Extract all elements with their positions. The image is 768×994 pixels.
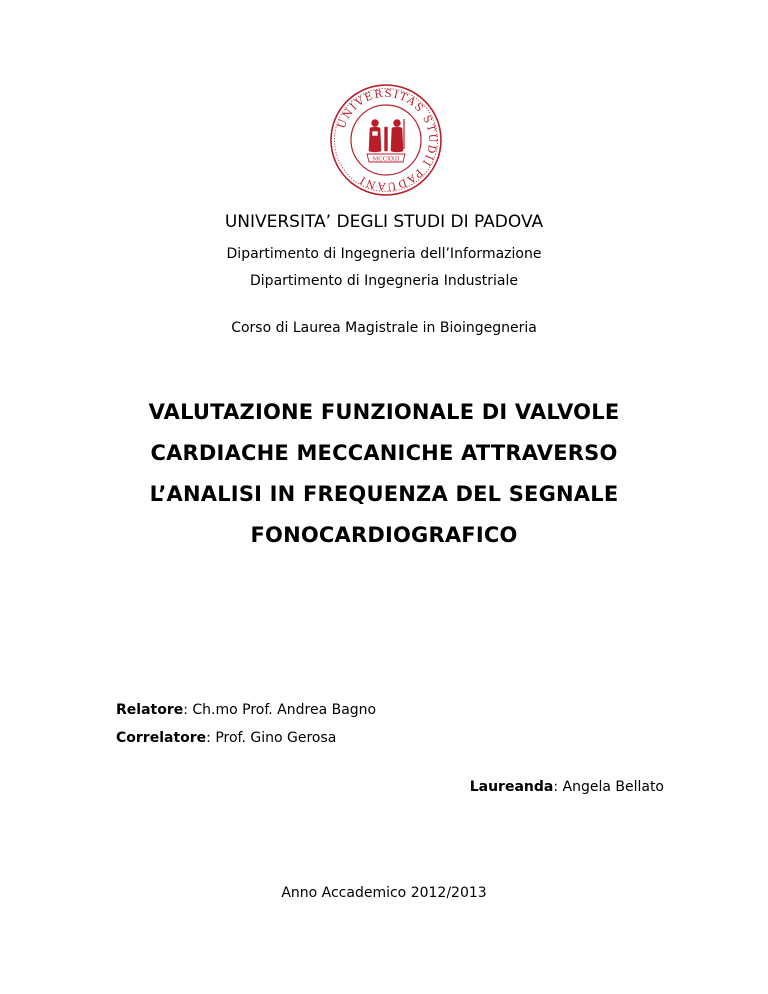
university-seal-logo: [329, 83, 443, 197]
supervisor-label: Relatore: [116, 702, 184, 718]
label-separator: :: [206, 730, 216, 746]
degree-course: Corso di Laurea Magistrale in Bioingegneria: [231, 320, 537, 336]
svg-text:UNIVERSITAS STUDII PADUANI: UNIVERSITAS STUDII PADUANI: [335, 87, 439, 193]
thesis-title: [0, 392, 768, 556]
graduand: [470, 779, 664, 795]
svg-text:MCCXXII: MCCXXII: [372, 156, 400, 163]
thesis-title-line: VALUTAZIONE FUNZIONALE DI VALVOLE: [148, 400, 620, 424]
supervisor: [116, 702, 376, 718]
label-separator: :: [553, 779, 563, 795]
academic-year: Anno Accademico 2012/2013: [281, 885, 487, 901]
thesis-title-line: CARDIACHE MECCANICHE ATTRAVERSO: [150, 441, 618, 465]
graduand-label: Laureanda: [469, 779, 554, 795]
co-supervisor-label: Correlatore: [116, 730, 207, 746]
label-separator: :: [183, 702, 193, 718]
co-supervisor-name: Prof. Gino Gerosa: [215, 730, 337, 746]
co-supervisor: [116, 730, 336, 746]
thesis-title-line: FONOCARDIOGRAFICO: [250, 523, 518, 547]
thesis-title-line: L’ANALISI IN FREQUENZA DEL SEGNALE: [149, 482, 619, 506]
department-industrial-engineering: Dipartimento di Ingegneria Industriale: [250, 273, 518, 289]
graduand-name: Angela Bellato: [562, 779, 664, 795]
department-information-engineering: Dipartimento di Ingegneria dell’Informazione: [226, 246, 542, 262]
supervisor-name: Ch.mo Prof. Andrea Bagno: [192, 702, 377, 718]
university-name: UNIVERSITA’ DEGLI STUDI DI PADOVA: [224, 212, 544, 232]
